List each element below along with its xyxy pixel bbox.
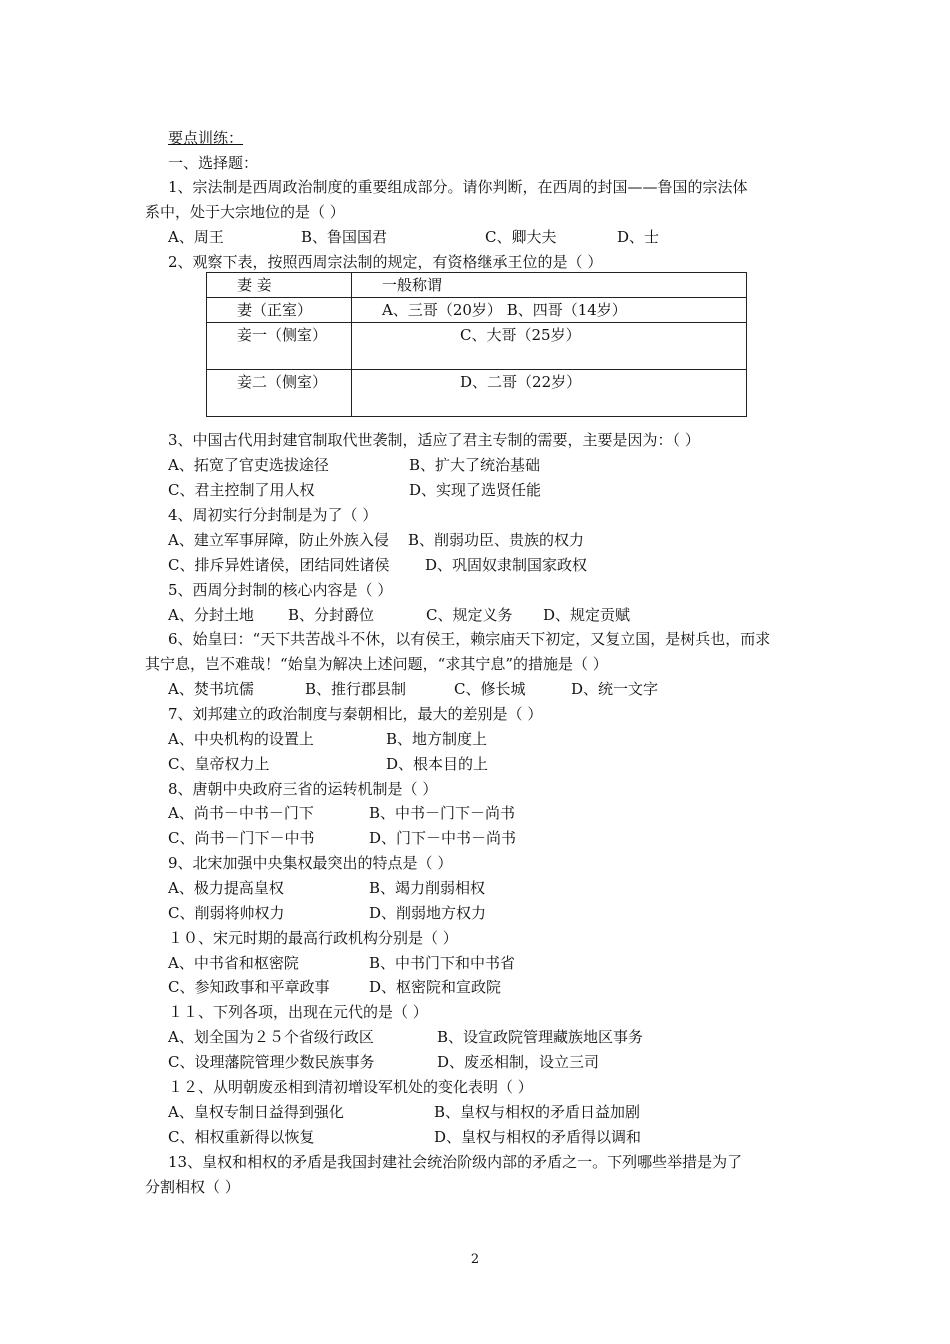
q9-option-d: D、削弱地方权力 xyxy=(369,904,487,922)
q4-option-c: C、排斥异姓诸侯，团结同姓诸侯 xyxy=(168,556,390,574)
q4-stem: 4、周初实行分封制是为了（ ） xyxy=(168,506,378,524)
table-cell xyxy=(207,370,352,417)
q1-option-d: D、士 xyxy=(617,228,660,246)
q7-stem: 7、刘邦建立的政治制度与秦朝相比，最大的差别是（ ） xyxy=(168,705,543,723)
q8-option-d: D、门下－中书－尚书 xyxy=(369,829,517,847)
q5-option-a: A、分封土地 xyxy=(168,606,254,624)
table-header-row xyxy=(207,273,747,298)
q6-option-d: D、统一文字 xyxy=(571,680,659,698)
table-row xyxy=(207,323,747,370)
table-row xyxy=(207,370,747,417)
q6-stem-line2: 其宁息，岂不难哉！“始皇为解决上述问题，“求其宁息”的措施是（ ） xyxy=(145,655,608,673)
table-cell-text: 妾一（侧室） xyxy=(237,326,328,344)
q5-option-c: C、规定义务 xyxy=(426,606,513,624)
q10-stem: １０、宋元时期的最高行政机构分别是（ ） xyxy=(168,929,458,947)
q9-option-b: B、竭力削弱相权 xyxy=(369,879,486,897)
q5-stem: 5、西周分封制的核心内容是（ ） xyxy=(168,581,393,599)
q7-option-a: A、中央机构的设置上 xyxy=(168,730,314,748)
q7-option-d: D、根本目的上 xyxy=(386,755,489,773)
q4-option-d: D、巩固奴隶制国家政权 xyxy=(425,556,588,574)
q1-option-c: C、卿大夫 xyxy=(485,228,557,246)
table-cell: 妻（正室） xyxy=(207,298,352,323)
q6-stem-line1: 6、始皇曰：“天下共苦战斗不休，以有侯王，赖宗庙天下初定，又复立国，是树兵也，而求 xyxy=(168,630,771,648)
q12-option-d: D、皇权与相权的矛盾得以调和 xyxy=(434,1128,642,1146)
table-header-cell: 妻 妾 xyxy=(207,273,352,298)
q7-option-c: C、皇帝权力上 xyxy=(168,755,270,773)
q11-stem: １１、下列各项，出现在元代的是（ ） xyxy=(168,1003,428,1021)
q13-stem-line1: 13、皇权和相权的矛盾是我国封建社会统治阶级内部的矛盾之一。下列哪些举措是为了 xyxy=(168,1153,743,1171)
q1-option-b: B、鲁国国君 xyxy=(301,228,388,246)
q11-option-b: B、设宣政院管理藏族地区事务 xyxy=(437,1028,644,1046)
q9-option-a: A、极力提高皇权 xyxy=(168,879,284,897)
table-header-cell: 一般称谓 xyxy=(352,273,747,298)
page-number: 2 xyxy=(470,1252,480,1267)
q9-option-c: C、削弱将帅权力 xyxy=(168,904,285,922)
q8-option-a: A、尚书－中书－门下 xyxy=(168,804,314,822)
inheritance-table xyxy=(206,272,747,417)
q7-option-b: B、地方制度上 xyxy=(386,730,488,748)
q6-option-c: C、修长城 xyxy=(454,680,526,698)
q12-stem: １２、从明朝废丞相到清初增设军机处的变化表明（ ） xyxy=(168,1078,533,1096)
table-cell: D、二哥（22岁） xyxy=(352,370,747,417)
q11-option-d: D、废丞相制，设立三司 xyxy=(437,1053,600,1071)
q11-option-c: C、设理藩院管理少数民族事务 xyxy=(168,1053,375,1071)
q3-option-a: A、拓宽了官吏选拔途径 xyxy=(168,456,329,474)
q13-stem-line2: 分割相权（ ） xyxy=(145,1178,240,1196)
q9-stem: 9、北宋加强中央集权最突出的特点是（ ） xyxy=(168,854,453,872)
section-title: 一、选择题： xyxy=(168,154,259,172)
q12-option-a: A、皇权专制日益得到强化 xyxy=(168,1103,344,1121)
table-row xyxy=(207,298,747,323)
section-heading: 要点训练： xyxy=(168,129,244,147)
q6-option-b: B、推行郡县制 xyxy=(305,680,407,698)
q8-option-c: C、尚书－门下－中书 xyxy=(168,829,315,847)
q12-option-b: B、皇权与相权的矛盾日益加剧 xyxy=(434,1103,641,1121)
q3-stem: 3、中国古代用封建官制取代世袭制，适应了君主专制的需要，主要是因为：（ ） xyxy=(168,431,700,449)
q8-option-b: B、中书－门下－尚书 xyxy=(369,804,516,822)
q3-option-d: D、实现了选贤任能 xyxy=(409,481,542,499)
q10-option-a: A、中书省和枢密院 xyxy=(168,954,299,972)
q4-option-b: B、削弱功臣、贵族的权力 xyxy=(408,531,585,549)
q11-option-a: A、划全国为２５个省级行政区 xyxy=(168,1028,374,1046)
q2-stem: 2、观察下表，按照西周宗法制的规定，有资格继承王位的是（ ） xyxy=(168,253,603,271)
table-cell xyxy=(207,323,352,370)
q3-option-b: B、扩大了统治基础 xyxy=(409,456,541,474)
q1-stem-line2: 系中，处于大宗地位的是（ ） xyxy=(145,203,345,221)
q10-option-c: C、参知政事和平章政事 xyxy=(168,978,330,996)
q1-option-a: A、周王 xyxy=(168,228,224,246)
q10-option-d: D、枢密院和宣政院 xyxy=(369,978,502,996)
table-cell: A、三哥（20岁） B、四哥（14岁） xyxy=(352,298,747,323)
table-cell: C、大哥（25岁） xyxy=(352,323,747,370)
q8-stem: 8、唐朝中央政府三省的运转机制是（ ） xyxy=(168,780,438,798)
q3-option-c: C、君主控制了用人权 xyxy=(168,481,315,499)
q4-option-a: A、建立军事屏障，防止外族入侵 xyxy=(168,531,389,549)
q1-stem-line1: 1、宗法制是西周政治制度的重要组成部分。请你判断，在西周的封国——鲁国的宗法体 xyxy=(168,178,748,196)
q5-option-d: D、规定贡赋 xyxy=(543,606,631,624)
q6-option-a: A、焚书坑儒 xyxy=(168,680,254,698)
table-cell-text: 妾二（侧室） xyxy=(237,373,328,391)
q12-option-c: C、相权重新得以恢复 xyxy=(168,1128,315,1146)
q10-option-b: B、中书门下和中书省 xyxy=(369,954,516,972)
q5-option-b: B、分封爵位 xyxy=(288,606,375,624)
